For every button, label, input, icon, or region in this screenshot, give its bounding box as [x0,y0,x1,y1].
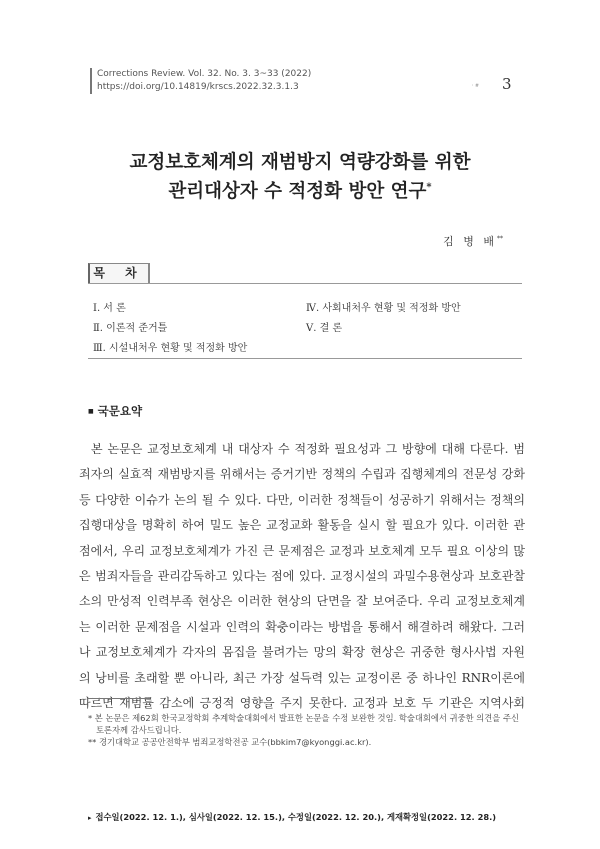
abstract-line: 는 이러한 문제점을 시설과 인력의 확충이라는 방법을 통해서 해결하려 해왔다. 그러 [79,619,525,634]
abstract-line: 나 교정보호체계가 각자의 몸집을 불려가는 망의 확장 현상은 귀중한 형사사법 자원 [79,645,525,660]
toc-item[interactable]: Ⅳ. 사회내처우 현황 및 적정화 방안 [306,303,461,314]
page-number: 3 [502,75,512,93]
abstract-line: 따르면 재범률 감소에 긍정적 영향을 주지 못한다. 교정과 보호 두 기관은 지역사회 [79,695,525,710]
page-mark: ㆍ# [470,83,480,89]
dates-text: 접수일(2022. 12. 1.), 심사일(2022. 12. 15.), 수정일(2022. 12. 20.), 게재확정일(2022. 12. 28.) [95,812,497,822]
abstract-body [79,437,525,716]
title-footnote-mark[interactable]: * [426,182,432,193]
title-line-1: 교정보호체계의 재범방지 역량강화를 위한 [129,152,471,173]
square-bullet-icon: ■ [88,408,94,415]
triangle-bullet-icon: ▸ [88,814,92,822]
abstract-line: 등 다양한 이슈가 논의 될 수 있다. 다만, 이러한 정책들이 성공하기 위해서는 정책의 [79,492,525,507]
footnote-mark: ** [88,737,97,747]
toc-label: 목 차 [88,263,150,283]
author [443,233,503,249]
journal-info [90,68,311,94]
footnotes [88,712,528,748]
author-name: 김 병 배 [443,235,497,248]
footnote-1 [88,712,528,736]
abstract-line: 소의 만성적 인력부족 현상은 이러한 현상의 단면을 잘 보여준다. 우리 교정보호체계 [79,594,525,609]
footnote-mark: * [88,713,93,723]
abstract-line: 의 낭비를 초래할 뿐 아니라, 최근 가장 설득력 있는 교정이론 중 하나인 RNR이론에 [79,670,525,685]
journal-doi[interactable]: https://doi.org/10.14819/krscs.2022.32.3.1.3 [97,82,299,92]
footnote-divider [88,698,150,699]
abstract-line: 본 논문은 교정보호체계 내 대상자 수 적정화 필요성과 그 방향에 대해 다룬다. 범 [91,442,525,456]
toc-item[interactable]: Ⅱ. 이론적 준거틀 [93,323,168,334]
abstract-line: 죄자의 실효적 재범방지를 위해서는 증거기반 정책의 수립과 집행체계의 전문성 강화 [79,467,525,482]
submission-dates [88,811,496,823]
footnote-text: 경기대학교 공공안전학부 범죄교정학전공 교수(bbkim7@kyonggi.ac.kr). [98,737,372,747]
footnote-2 [88,736,528,748]
abstract-heading [88,403,142,419]
abstract-line: 은 범죄자들을 관리감독하고 있다는 점에 있다. 교정시설의 과밀수용현상과 보호관찰 [79,568,525,583]
author-footnote-mark[interactable]: ** [497,235,503,243]
footnote-text: 토론자께 감사드립니다. [96,725,182,735]
abstract-heading-text: 국문요약 [97,404,143,418]
toc-item[interactable]: Ⅴ. 결 론 [306,323,343,334]
toc-item[interactable]: Ⅰ. 서 론 [93,303,126,314]
abstract-line: 집행대상을 명확히 하여 밀도 높은 교정교화 활동을 실시 할 필요가 있다. 이러한 관 [79,518,525,533]
footnote-text: 본 논문은 제62회 한국교정학회 추계학술대회에서 발표한 논문을 수정 보완한 것임. 학술대회에서 귀중한 의견을 주신 [94,713,519,723]
journal-citation: Corrections Review. Vol. 32. No. 3. 3~33 (2022) [97,69,312,79]
abstract-line: 점에서, 우리 교정보호체계가 가진 큰 문제점은 교정과 보호체계 모두 필요 이상의 많 [79,543,525,558]
table-of-contents [88,283,522,359]
toc-item[interactable]: Ⅲ. 시설내처우 현황 및 적정화 방안 [93,343,248,354]
paper-title [0,150,600,204]
title-line-2: 관리대상자 수 적정화 방안 연구 [168,181,427,203]
